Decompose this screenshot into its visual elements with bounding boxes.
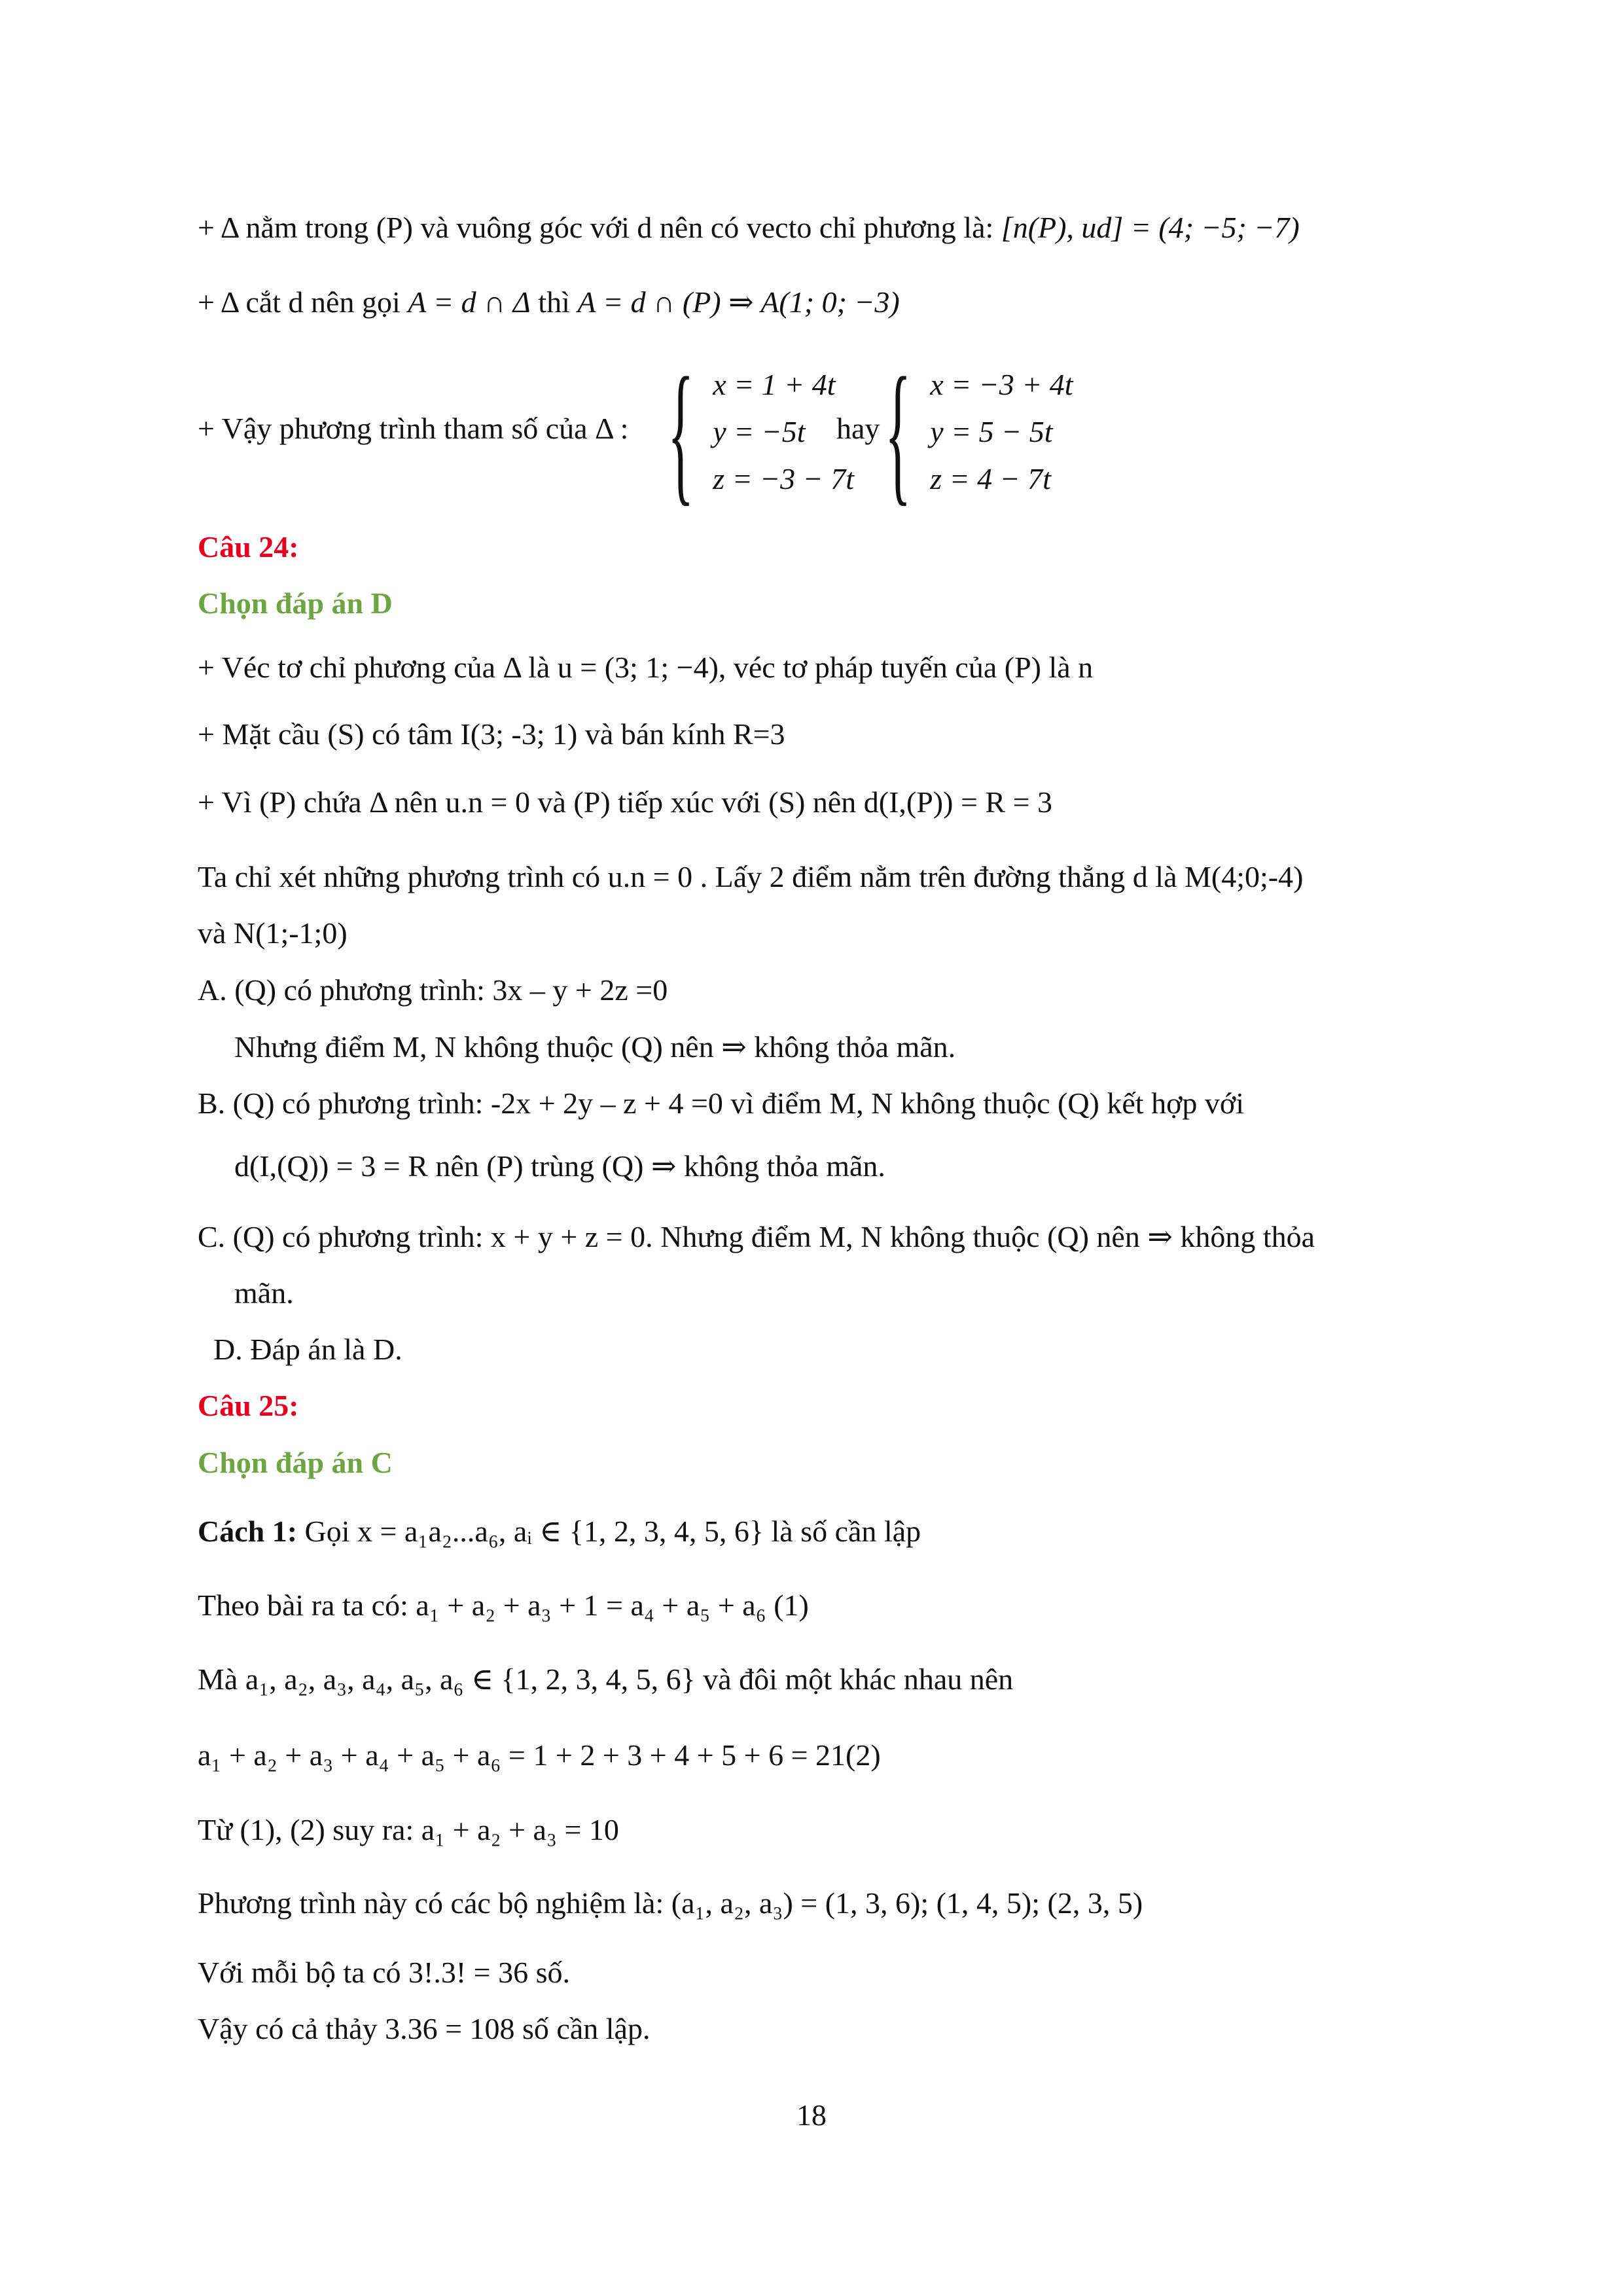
q25-line-4: Từ (1), (2) suy ra: a₁ + a₂ + a₃ = 10 [198,1813,619,1846]
q25-line-1: Theo bài ra ta có: a₁ + a₂ + a₃ + 1 = a₄ + a₅ + a₆ (1) [198,1588,809,1622]
parametric-system-1 [668,345,855,519]
q25-line-7: Vậy có cả thảy 3.36 = 108 số cần lập. [198,2012,651,2045]
text: thì [530,285,578,319]
q24-option-d: D. Đáp án là D. [213,1333,402,1366]
question-24-title: Câu 24: [198,530,299,564]
q24-option-c: C. (Q) có phương trình: x + y + z = 0. Nhưng điểm M, N không thuộc (Q) nên ⇒ không thỏa [198,1220,1315,1253]
q24-line-5: và N(1;-1;0) [198,916,348,950]
equation-z: z = 4 − 7t [930,462,1051,495]
text: hay [836,412,880,445]
math-expression: A = d ∩ (P) ⇒ A(1; 0; −3) [577,285,900,319]
q25-line-3: a₁ + a₂ + a₃ + a₄ + a₅ + a₆ = 1 + 2 + 3 + 4 + 5 + 6 = 21(2) [198,1738,881,1772]
math-expression: A = d ∩ Δ [408,285,531,319]
brace-icon: { [885,345,912,519]
word-hay [836,409,880,448]
page-number: 18 [796,2098,827,2132]
method-label: Cách 1: [198,1515,298,1548]
line-direction-vector [198,208,1300,247]
equation-y: y = 5 − 5t [930,415,1053,448]
text: + Vậy phương trình tham số của Δ : [198,412,629,445]
question-25-title: Câu 25: [198,1389,299,1422]
equation-z: z = −3 − 7t [713,462,855,495]
equation-x: x = −3 + 4t [930,368,1073,401]
q25-line-2: Mà a₁, a₂, a₃, a₄, a₅, a₆ ∈ {1, 2, 3, 4, 5, 6} và đôi một khác nhau nên [198,1662,1014,1696]
question-24-answer: Chọn đáp án D [198,586,393,620]
equation-y: y = −5t [713,415,806,448]
q24-line-2: + Mặt cầu (S) có tâm I(3; -3; 1) và bán kính R=3 [198,717,785,751]
q24-line-1: + Véc tơ chỉ phương của Δ là u = (3; 1; −4), véc tơ pháp tuyến của (P) là n [198,651,1094,684]
brace-icon: { [668,345,694,519]
text: + Δ cắt d nên gọi [198,285,408,319]
q24-line-3: + Vì (P) chứa Δ nên u.n = 0 và (P) tiếp xúc với (S) nên d(I,(P)) = R = 3 [198,785,1053,819]
q25-method-line [198,1512,921,1551]
q25-line-5: Phương trình này có các bộ nghiệm là: (a₁, a₂, a₃) = (1, 3, 6); (1, 4, 5); (2, 3, 5) [198,1886,1143,1920]
line-parametric-label [198,409,628,448]
line-intersection [198,283,900,322]
q25-line-6: Với mỗi bộ ta có 3!.3! = 36 số. [198,1956,570,1989]
math-expression: [n(P), ud] = (4; −5; −7) [1001,211,1300,244]
question-25-answer: Chọn đáp án C [198,1446,393,1479]
q24-option-b: B. (Q) có phương trình: -2x + 2y – z + 4 =0 vì điểm M, N không thuộc (Q) kết hợp với [198,1086,1244,1120]
q24-line-4: Ta chỉ xét những phương trình có u.n = 0 . Lấy 2 điểm nằm trên đường thẳng d là M(4;0;-4) [198,860,1304,893]
text: + Δ nằm trong (P) và vuông góc với d nên có vecto chỉ phương là: [198,211,1001,244]
q24-option-c-cont: mãn. [234,1276,294,1310]
parametric-system-2 [885,345,1073,519]
q24-option-b-note: d(I,(Q)) = 3 = R nên (P) trùng (Q) ⇒ không thỏa mãn. [234,1149,885,1183]
equation-x: x = 1 + 4t [713,368,836,401]
text: Gọi x = a₁a₂...a₆, aᵢ ∈ {1, 2, 3, 4, 5, 6} là số cần lập [297,1515,921,1548]
q24-option-a: A. (Q) có phương trình: 3x – y + 2z =0 [198,973,668,1007]
q24-option-a-note: Nhưng điểm M, N không thuộc (Q) nên ⇒ không thỏa mãn. [234,1030,956,1064]
